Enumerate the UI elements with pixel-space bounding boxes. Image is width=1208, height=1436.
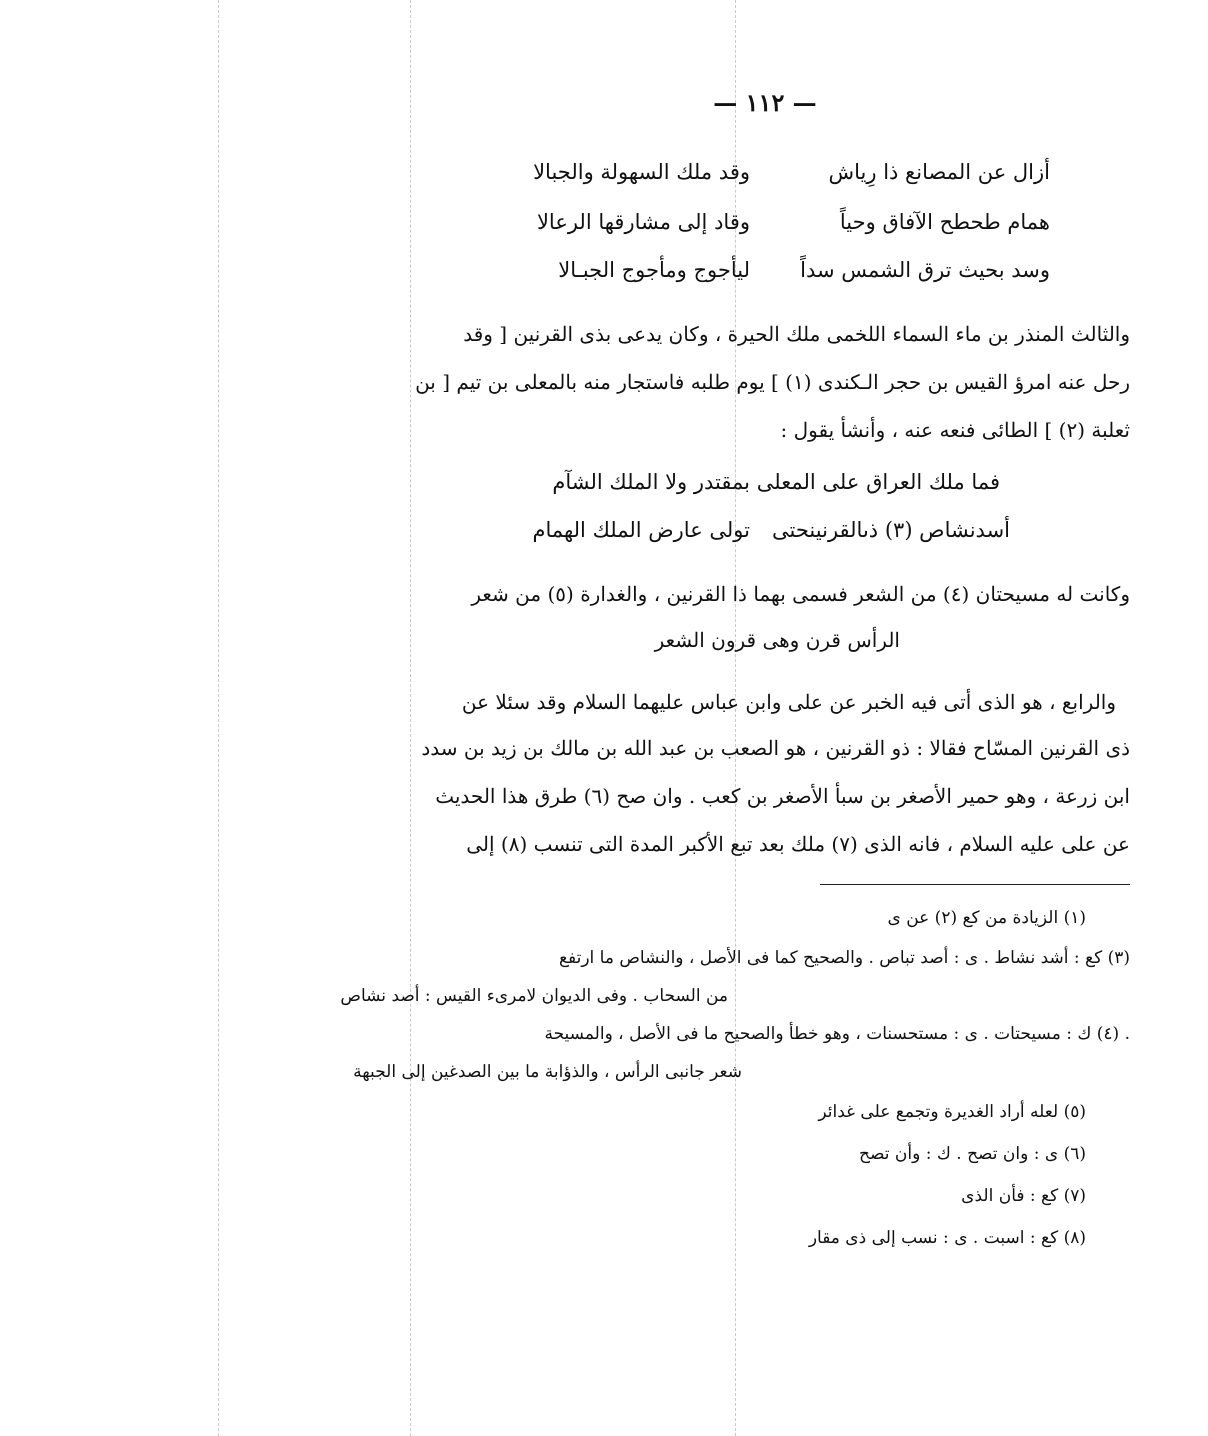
hemistich-first: وسد بحيث ترق الشمس سداً [800, 258, 1050, 282]
paragraph-line: ثعلبة (٢) ] الطائى فنعه عنه ، وأنشأ يقول : [780, 418, 1130, 442]
footnote: (٦) ى : وان تصح . ك : وأن تصح [859, 1144, 1086, 1164]
paragraph-line: وكانت له مسيحتان (٤) من الشعر فسمى بهما ذا القرنين ، والغدارة (٥) من شعر [471, 582, 1130, 606]
paragraph-line: عن على عليه السلام ، فانه الذى (٧) ملك بعد تبع الأكبر المدة التى تنسب (٨) إلى [466, 832, 1130, 856]
footnote: (٥) لعله أراد الغديرة وتجمع على غدائر [818, 1102, 1086, 1122]
page-number: — ١١٢ — [713, 88, 817, 117]
footnote: (١) الزيادة من كع (٢) عن ى [887, 908, 1086, 928]
verse-line [470, 210, 1050, 242]
verse-line [470, 160, 1050, 192]
paragraph-line: الرأس قرن وهى قرون الشعر [654, 628, 900, 652]
footnote: (٧) كع : فأن الذى [961, 1186, 1086, 1206]
scan-gutter-line [218, 0, 219, 1436]
hemistich-second: تولى عارض الملك الهمام [532, 518, 750, 542]
paragraph-line: والرابع ، هو الذى أتى فيه الخبر عن على وابن عباس عليهما السلام وقد سئلا عن [461, 690, 1116, 714]
paragraph-line: والثالث المنذر بن ماء السماء اللخمى ملك الحيرة ، وكان يدعى بذى القرنين [ وقد [463, 322, 1130, 346]
footnote: (٨) كع : اسبت . ى : نسب إلى ذى مقار [808, 1228, 1086, 1248]
paragraph-line: ذى القرنين المسّاح فقالا : ذو القرنين ، هو الصعب بن عبد الله بن مالك بن زيد بن سدد [421, 736, 1130, 760]
paragraph-line: رحل عنه امرؤ القيس بن حجر الـكندى (١) ] يوم طلبه فاستجار منه بالمعلى بن تيم [ بن [415, 370, 1130, 394]
footnote-divider [820, 884, 1130, 885]
verse-line [510, 470, 1000, 502]
hemistich-first: همام طحطح الآفاق وحياً [839, 210, 1050, 234]
hemistich-second: بمقتدر ولا الملك الشآم [552, 470, 750, 494]
hemistich-second: وقد ملك السهولة والجبالا [533, 160, 750, 184]
hemistich-first: أسدنشاص (٣) ذىالقرنينحتى [772, 518, 1010, 542]
hemistich-second: وقاد إلى مشارقها الرعالا [536, 210, 750, 234]
verse-line [510, 518, 1010, 550]
footnote: (٣) كع : أشد نشاط . ى : أصد تباص . والصحيح كما فى الأصل ، والنشاص ما ارتفع [558, 948, 1130, 968]
footnote: . (٤) ك : مسيحتات . ى : مستحسنات ، وهو خطأ والصحيح ما فى الأصل ، والمسيحة [544, 1024, 1130, 1044]
footnote: شعر جانبى الرأس ، والذؤابة ما بين الصدغين إلى الجبهة [353, 1062, 742, 1082]
scan-gutter-line [410, 0, 411, 1436]
footnote: من السحاب . وفى الديوان لامرىء القيس : أصد نشاص [340, 986, 728, 1006]
hemistich-first: أزال عن المصانع ذا رِياش [828, 160, 1050, 184]
hemistich-second: ليأجوج ومأجوج الجبـالا [558, 258, 750, 282]
verse-line [470, 258, 1050, 290]
hemistich-first: فما ملك العراق على المعلى [756, 470, 1000, 494]
paragraph-line: ابن زرعة ، وهو حمير الأصغر بن سبأ الأصغر بن كعب . وان صح (٦) طرق هذا الحديث [435, 784, 1130, 808]
